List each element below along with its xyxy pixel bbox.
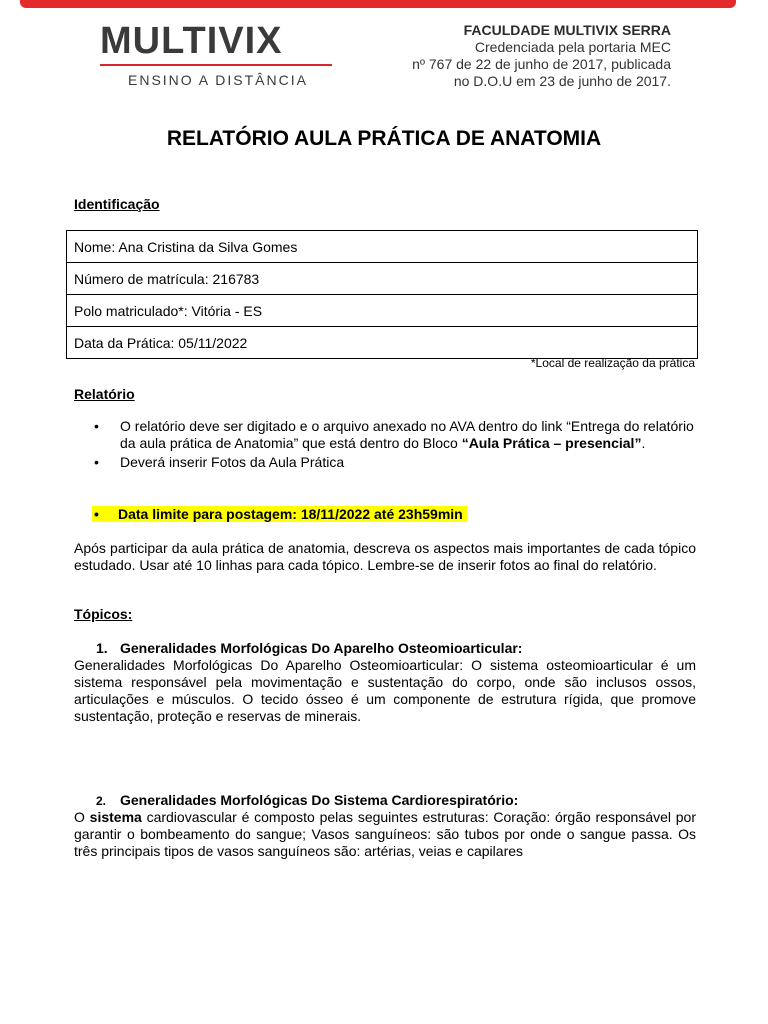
bullet-1-end: . — [641, 435, 646, 451]
list-item — [120, 454, 696, 471]
table-row — [67, 263, 698, 295]
topic-2-number: 2. — [96, 794, 107, 808]
bullet-icon: • — [94, 506, 99, 522]
topicos-heading: Tópicos: — [74, 606, 133, 622]
bullet-1-text: O relatório deve ser digitado e o arquivo anexado no AVA dentro do link “Entrega do relatório da aula prática de Anatomia” que está dentro do Bloco — [120, 418, 694, 451]
table-row — [67, 327, 698, 359]
institution-line-1: Credenciada pela portaria MEC — [474, 39, 671, 55]
logo-tagline: ENSINO A DISTÂNCIA — [128, 72, 308, 88]
table-row — [67, 231, 698, 263]
institution-info — [412, 22, 671, 90]
topic-1-number: 1. — [96, 640, 108, 656]
instructions-list — [74, 418, 696, 473]
campus: Polo matriculado*: Vitória - ES — [67, 295, 698, 327]
deadline-callout — [92, 506, 467, 522]
identificacao-heading: Identificação — [74, 196, 160, 212]
instructions-paragraph: Após participar da aula prática de anatomia, descreva os aspectos mais importantes de cada tópico estudado. Usar até 10 linhas para cada tópico. Lembre-se de inserir fotos ao final do relatório. — [74, 540, 696, 573]
deadline-text: Data limite para postagem: 18/11/2022 até 23h59min — [118, 506, 463, 522]
bullet-1-bold: “Aula Prática – presencial” — [461, 435, 642, 451]
topic-1-title: Generalidades Morfológicas Do Aparelho Osteomioarticular: — [120, 640, 523, 656]
institution-line-2: nº 767 de 22 de junho de 2017, publicada — [412, 56, 671, 72]
bullet-2-text: Deverá inserir Fotos da Aula Prática — [120, 454, 345, 470]
student-name: Nome: Ana Cristina da Silva Gomes — [67, 231, 698, 263]
topic-2-text-start: O — [74, 809, 90, 825]
logo-wordmark: MULTIVIX — [100, 20, 283, 62]
topic-1-heading — [96, 640, 522, 656]
table-row — [67, 295, 698, 327]
logo-divider — [100, 64, 332, 66]
relatorio-heading: Relatório — [74, 386, 135, 402]
topic-2-text-bold: sistema — [89, 809, 142, 825]
institution-name: FACULDADE MULTIVIX SERRA — [463, 22, 671, 38]
list-item — [120, 418, 696, 452]
topic-1-text: Generalidades Morfológicas Do Aparelho Osteomioarticular: O sistema osteomioarticular é um sistema responsável pela movimentação e sustentação do corpo, onde são inclusos ossos, articulações e músculos. O tecido ósseo é um componente de estrutura rígida, que promove sustentação, proteção e reservas de minerais. — [74, 657, 696, 724]
institution-line-3: no D.O.U em 23 de junho de 2017. — [453, 73, 671, 89]
campus-footnote: *Local de realização da prática — [530, 356, 695, 370]
topic-2-text — [74, 809, 696, 860]
header-accent-bar — [20, 0, 736, 8]
document-title: RELATÓRIO AULA PRÁTICA DE ANATOMIA — [166, 127, 602, 150]
registration-number: Número de matrícula: 216783 — [67, 263, 698, 295]
topic-2-text-rest: cardiovascular é composto pelas seguintes estruturas: Coração: órgão responsável por garantir o bombeamento do sangue; Vasos sanguíneos: são tubos por onde o sangue passa. Os três principais tipos de vasos sanguíneos são: artérias, veias e capilares — [74, 809, 697, 859]
multivix-logo — [100, 20, 332, 88]
practice-date: Data da Prática: 05/11/2022 — [67, 327, 698, 359]
topic-2-title: Generalidades Morfológicas Do Sistema Cardiorespiratório: — [120, 792, 519, 808]
topic-2-heading — [96, 792, 518, 808]
identification-table — [66, 230, 698, 359]
